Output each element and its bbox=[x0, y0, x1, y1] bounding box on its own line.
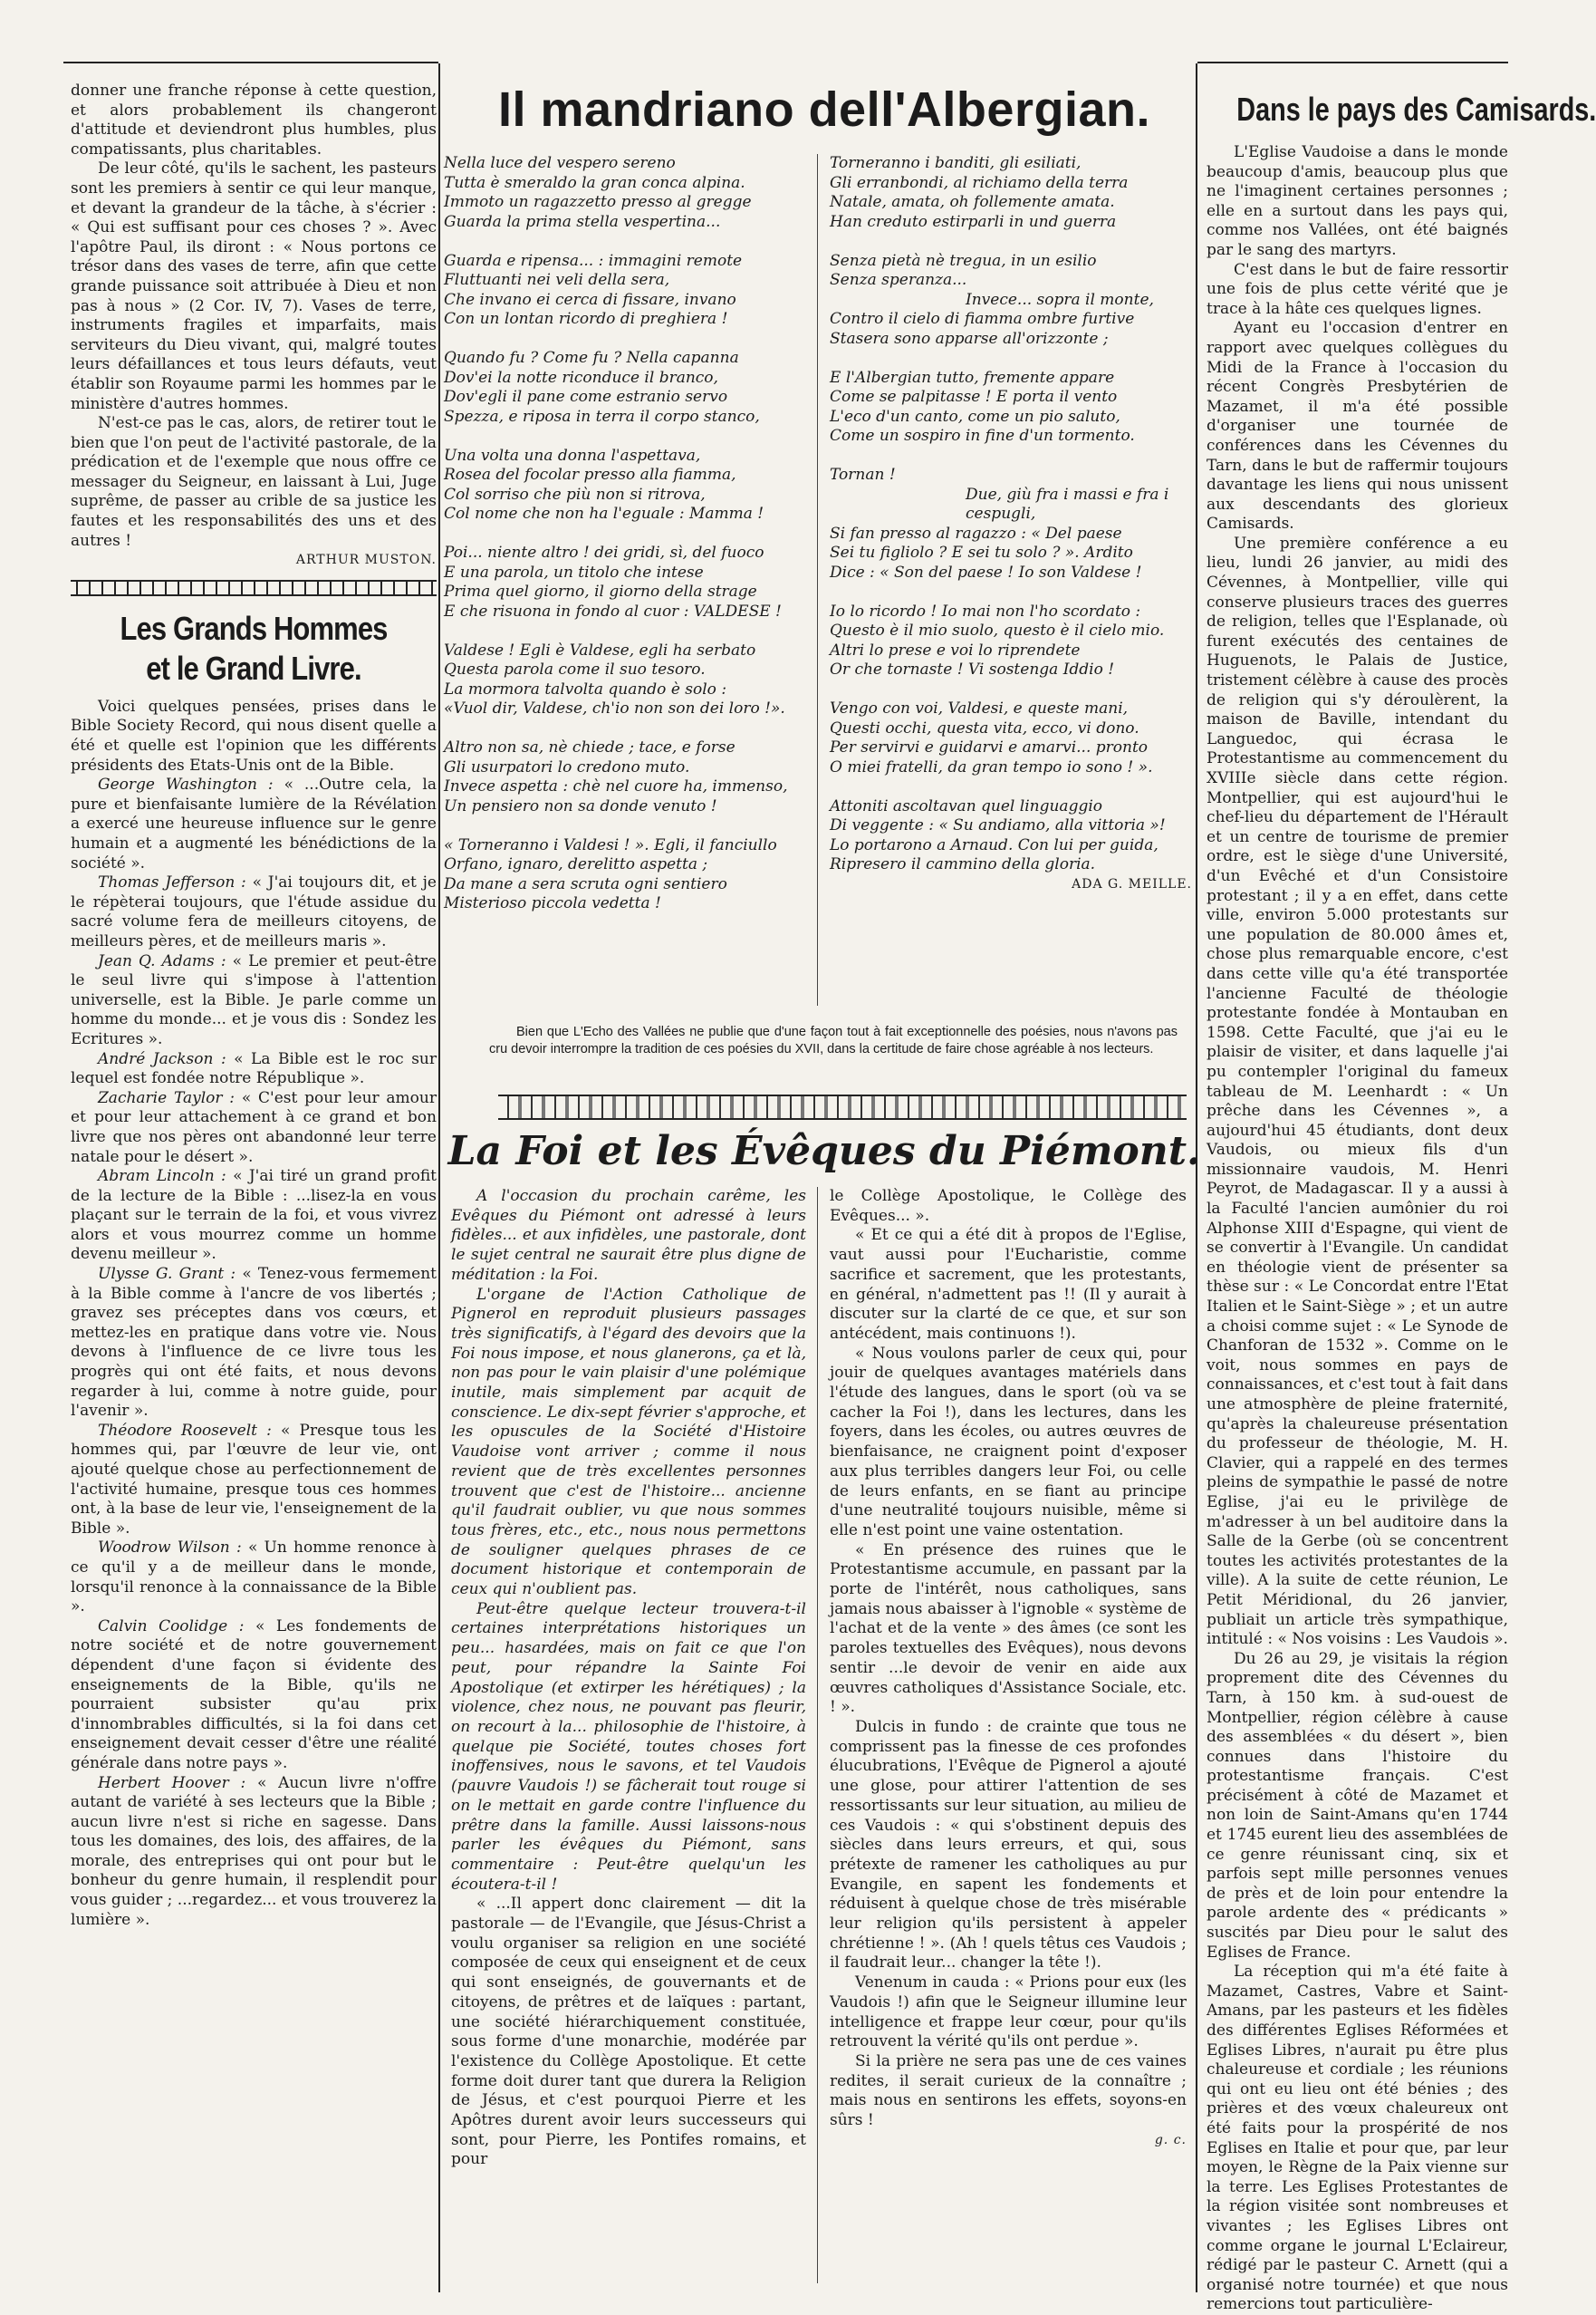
verse-line: E l'Albergian tutto, fremente appare bbox=[830, 368, 1115, 387]
editor-note-text: Bien que L'Echo des Vallées ne publie que d'une façon tout à fait exceptionnelle des poésies, nous n'avons pas cru devoir interrompre la tradition de ces poésies du XVII, dans la certitude de faire chose agréable à nos lecteurs. bbox=[489, 1025, 1178, 1056]
stanza-gap bbox=[830, 680, 1192, 700]
verse-line: Stasera sono apparse all'orizzonte ; bbox=[830, 329, 1109, 348]
verse-line: Gli usurpatori lo credono muto. bbox=[444, 757, 690, 776]
verse-line: Gli erranbondi, al richiamo della terra bbox=[830, 173, 1129, 192]
quote-text: « C'est pour leur amour et pour leur attachement à ce grand et bon livre que nos pères ont abandonné leur terre natale pour le désert ». bbox=[71, 1088, 437, 1166]
article-title-camisards: Dans le pays des Camisards. bbox=[1236, 91, 1596, 128]
verse-line: Vengo con voi, Valdesi, e queste mani, bbox=[830, 699, 1129, 718]
quote-text: « Tenez-vous fermement à la Bible comme à l'ancre de vos libertés ; gravez ses préceptes dans vos cœurs, et mettez-les en pratique dans votre vie. Nous devons à l'influence de ce livre tous les progrès qui ont été faits, et nous devons regarder à lui, comme à notre guide, pour l'avenir ». bbox=[71, 1265, 437, 1421]
verse-line: Spezza, e riposa in terra il corpo stanco, bbox=[444, 407, 760, 426]
president-quote bbox=[71, 776, 437, 873]
verse-line: Col nome che non ha l'eguale : Mamma ! bbox=[444, 505, 764, 523]
president-quote bbox=[71, 1089, 437, 1167]
poem-column-right bbox=[830, 154, 1192, 894]
intro-paragraph: Voici quelques pensées, prises dans le Bible Society Record, qui nous disent quelle a été et quelle est l'opinion que les différents présidents des Etats-Unis ont de la Bible. bbox=[71, 697, 437, 775]
verse-line: Valdese ! Egli è Valdese, egli ha serbato bbox=[444, 641, 756, 660]
foi-signature: g. c. bbox=[1154, 2132, 1187, 2147]
verse-line: Di veggente : « Su andiamo, alla vittoria »! bbox=[830, 816, 1166, 834]
verse-line: Misterioso piccola vedetta ! bbox=[444, 894, 661, 912]
foi-paragraph: le Collège Apostolique, le Collège des Evêques... ». bbox=[830, 1187, 1187, 1225]
president-name: Herbert Hoover : bbox=[98, 1773, 246, 1792]
stanza-gap bbox=[444, 719, 806, 739]
president-quote bbox=[71, 873, 437, 951]
president-quote bbox=[71, 952, 437, 1050]
quote-text: « ...Outre cela, la pure et bienfaisante lumière de la Révélation a exercé une heureuse influence sur le genre humain et a augmenté les bénédictions de la société ». bbox=[71, 776, 437, 873]
verse-line: Senza speranza... bbox=[830, 271, 967, 289]
foi-paragraph: « Nous voulons parler de ceux qui, pour jouir de quelques avantages matériels dans l'étude des langues, dans le sport (où va se cacher la Foi !), dans les lectures, dans les foyers, dans les écoles, ou autres œuvres de bienfaisance, ne craignent point d'exposer aux plus terribles dangers leur Foi, ou celle de leurs enfants, en se fiant au principe d'une neutralité toujours nuisible, même si elle n'est point une vaine ostentation. bbox=[830, 1344, 1187, 1539]
decorative-frieze bbox=[498, 1095, 1187, 1120]
president-quote bbox=[71, 1617, 437, 1774]
president-quote bbox=[71, 1774, 437, 1931]
verse-line: O miei fratelli, da gran tempo io sono ! ». bbox=[830, 757, 1153, 776]
president-quote bbox=[71, 1265, 437, 1422]
column-rule bbox=[817, 1187, 818, 2283]
camisards-paragraph: La réception qui m'a été faite à Mazamet, Castres, Vabre et Saint-Amans, par les pasteurs et les fidèles des différentes Eglises Réformées et Eglises Libres, n'aurait pu être plus chaleureuse et cordiale ; les réunions qui ont eu lieu ont été bénies ; des prières et des vœux chaleureux ont été faits pour la prospérité de nos Eglises en Italie et pour que, par leur moyen, le Règne de la Paix vienne sur la terre. Les Eglises Protestantes de la région visitée sont nombreuses et vivantes ; les Eglises Libres ont comme organe le journal L'Eclaireur, rédigé par le pasteur C. Arnett (qui a organisé notre tournée) et que nous remercions tout particulière- bbox=[1207, 1963, 1508, 2314]
newspaper-page bbox=[63, 54, 1596, 2314]
poem-column-left bbox=[444, 154, 806, 914]
verse-line: Si fan presso al ragazzo : « Del paese bbox=[830, 524, 1122, 543]
president-name: Théodore Roosevelt : bbox=[98, 1421, 272, 1440]
verse-line: Sei tu figliolo ? E sei tu solo ? ». Ardito bbox=[830, 544, 1133, 562]
president-quote bbox=[71, 1050, 437, 1089]
verse-line: Un pensiero non sa donde venuto ! bbox=[444, 796, 717, 815]
foi-paragraph: « En présence des ruines que le Protestantisme accumule, en passant par la porte de l'intérêt, nous catholiques, sans jamais nous abaisser à l'ignoble « système de l'achat et de la vente » des âmes (ce sont les paroles textuelles des Evêques), nous devons sentir ...le devoir de venir en aide aux œuvres catholiques d'Assistance Sociale, etc. ! ». bbox=[830, 1540, 1187, 1717]
quote-text: « J'ai toujours dit, et je le répèterai toujours, que l'étude assidue du sacré volume fera de meilleurs citoyens, de meilleurs pères, et de meilleurs maris ». bbox=[71, 873, 437, 950]
president-name: Thomas Jefferson : bbox=[98, 873, 246, 892]
president-name: Ulysse G. Grant : bbox=[98, 1265, 236, 1284]
stanza-gap bbox=[830, 349, 1192, 369]
quote-text: « Aucun livre n'offre autant de variété à ses lecteurs que la Bible ; aucun livre n'est si riche en sagesse. Dans tous les domaines, des lois, des affaires, de la morale, des entreprises qui ont pour but le bonheur du genre humain, il resplendit pour vous guider ; ...regardez... et vous trouverez la lumière ». bbox=[71, 1773, 437, 1929]
president-name: Woodrow Wilson : bbox=[98, 1539, 242, 1558]
verse-line: La mormora talvolta quando è solo : bbox=[444, 680, 727, 699]
president-name: Zacharie Taylor : bbox=[98, 1088, 236, 1107]
article-title-foi: La Foi et les Évêques du Piémont. bbox=[447, 1128, 1201, 1174]
verse-line: Dov'egli il pane come estranio servo bbox=[444, 388, 728, 406]
foi-paragraph: Venenum in cauda : « Prions pour eux (les Vaudois !) afin que le Seigneur illumine leur intelligence et frappe leur cœur, pour qu'ils retrouvent la vérité qu'ils ont perdue ». bbox=[830, 1973, 1187, 2051]
foi-paragraph: Dulcis in fundo : de crainte que tous ne comprissent pas la finesse de ces profondes élucubrations, l'Evêque de Pignerol a ajouté une glose, pour attirer l'attention de ses ressortissants sur leur situation, au milieu de ces Vaudois : « qui s'obstinent depuis des siècles dans leurs erreurs, et qui, sous prétexte de ramener les catholiques au pur Evangile, en sapent les fondements et réduisent à quelque chose de très misérable leur religion qu'ils persistent à appeler chrétienne ! ». (Ah ! quels têtus ces Vaudois ; il faudrait leur... changer la tête !). bbox=[830, 1717, 1187, 1973]
verse-line: Ripresero il cammino della gloria. bbox=[830, 855, 1096, 873]
stanza-gap bbox=[444, 232, 806, 252]
camisards-paragraph: Une première conférence a eu lieu, lundi 26 janvier, au midi des Cévennes, à Montpellier, ville qui conserve plusieurs traces des guerres de religion, telles que l'Esplanade, où furent exécutés des centaines de Huguenots, le Palais de Justice, tristement célèbre à cause des procès de religion qui s'y déroulèrent, la maison de Baville, intendant du Languedoc, qui écrasa le Protestantisme au commencement du XVIIIe siècle dans cette région. Montpellier, qui est aujourd'hui le chef-lieu du département de l'Hérault et un centre de tourisme de premier ordre, est le siège d'une Université, d'un Evêché et d'un Consistoire protestant ; il y a en effet, dans cette ville, environ 5.000 protestants sur une population de 80.000 âmes et, chose plus remarquable encore, c'est dans cette ville qu'a été transportée l'ancienne Faculté de théologie protestante fondée à Montauban en 1598. Cette Faculté, que j'ai eu le plaisir de visiter, et dans laquelle j'ai pu contempler l'original du fameux tableau de M. Leenhardt : « Un prêche dans les Cévennes », a aujourd'hui 45 étudiants, dont deux Vaudois, ou mieux fils d'un missionnaire vaudois, M. Henri Peyrot, de Madagascar. Il y a aussi à la Faculté l'ancien aumônier du roi Alphonse XIII d'Espagne, qui vient de se convertir à l'Evangile. Un candidat en théologie vient de présenter sa thèse sur : « Le Concordat entre l'Etat Italien et le Saint-Siège » ; et un autre a choisi comme sujet : « Le Synode de Chanforan de 1532 ». Comme on le voit, nous sommes en pays de connaissances, et c'est tout à fait dans une atmosphère de pleine fraternité, qu'après la chaleureuse présentation du professeur de théologie, M. H. Clavier, qui a rappelé en des termes pleins de sympathie le passé de notre Eglise, j'ai eu le privilège de m'adresser à un bel auditoire dans la Salle de la Gerbe (où se concentrent toutes les activités protestantes de la ville). A la suite de cette réunion, Le Petit Méridional, du 26 janvier, publiait un article très sympathique, intitulé : « Nos voisins : Les Vaudois ». bbox=[1207, 534, 1508, 1649]
verse-line: Natale, amata, oh follemente amata. bbox=[830, 193, 1115, 211]
verse-line: Invece aspetta : chè nel cuore ha, immenso, bbox=[444, 777, 788, 796]
stanza-gap bbox=[444, 816, 806, 836]
verse-line: Guarda e ripensa... : immagini remote bbox=[444, 251, 743, 270]
top-rule bbox=[63, 62, 438, 63]
verse-line: Come un sospiro in fine d'un tormento. bbox=[830, 427, 1135, 445]
column-left bbox=[71, 82, 437, 2292]
camisards-paragraph: Ayant eu l'occasion d'entrer en rapport avec quelques collègues du Midi de la France à l'occasion du récent Congrès Presbytérien de Mazamet, il m'a été possible d'organiser une tournée de conférences dans les Cévennes du Tarn, dans le but de raffermir toujours davantage les liens qui nous unissent aux descendants des glorieux Camisards. bbox=[1207, 319, 1508, 534]
verse-line: Da mane a sera scruta ogni sentiero bbox=[444, 874, 727, 893]
quote-list bbox=[71, 776, 437, 1930]
verse-line: Prima quel giorno, il giorno della strage bbox=[444, 583, 757, 601]
verse-line: Questi occhi, questa vita, ecco, vi dono. bbox=[830, 719, 1139, 738]
verse-line: Attoniti ascoltavan quel linguaggio bbox=[830, 796, 1103, 815]
stanza-gap bbox=[830, 583, 1192, 603]
camisards-paragraph: Du 26 au 29, je visitais la région proprement dite des Cévennes du Tarn, à 150 km. à sud-ouest de Montpellier, région célèbre à cause des assemblées « du désert », bien connues dans l'histoire du protestantisme français. C'est précisément à côté de Mazamet et non loin de Saint-Amans qu'en 1744 et 1745 eurent lieu des assemblées de ce genre réunissant cinq, six et parfois sept mille personnes venues de près et de loin pour entendre la parole ardente des « prédicants » suscités par Dieu pour le salut des Eglises de France. bbox=[1207, 1649, 1508, 1962]
foi-paragraph: « ...Il appert donc clairement — dit la pastorale — de l'Evangile, que Jésus-Christ a voulu organiser sa religion en une société composée de ceux qui enseignent et de ceux qui sont enseignés, de gouvernants et de citoyens, de prêtres et de laïques : partant, une société hiérarchiquement constituée, sous forme d'une monarchie, modérée par l'existence du Collège Apostolique. Et cette forme doit durer tant que durera la Religion de Jésus, et c'est pourquoi Pierre et les Apôtres durent avoir leurs successeurs qui sont, pour Pierre, les Pontifes romains, et pour bbox=[451, 1895, 806, 2169]
quote-text: « La Bible est le roc sur lequel est fondée notre République ». bbox=[71, 1049, 437, 1088]
camisards-paragraph: L'Eglise Vaudoise a dans le monde beaucoup d'amis, beaucoup plus que ne l'imaginent certaines personnes ; elle en a surtout dans les pays qui, comme nos Vallées, ont été baignés par le sang des martyrs. bbox=[1207, 143, 1508, 259]
verse-line: Dice : « Son del paese ! Io son Valdese ! bbox=[830, 563, 1142, 582]
foi-paragraph: L'organe de l'Action Catholique de Pignerol en reproduit plusieurs passages très significatifs, à l'égard des devoirs que la Foi nous impose, et nous glanerons, ça et là, non pas pour le vain plaisir d'une polémique inutile, mais simplement par acquit de conscience. Le dix-sept février s'approche, et les opuscules de la Société d'Histoire Vaudoise vont arriver ; comme il nous revient que de très excellentes personnes trouvent que c'est de l'histoire... ancienne qu'il faudrait oublier, vu que nous sommes tous frères, etc., etc., nous nous permettons de souligner quelques phrases de ce document historique et contemporain de ceux qui n'oublient pas. bbox=[451, 1285, 806, 1599]
stanza-gap bbox=[830, 777, 1192, 797]
verse-line: Io lo ricordo ! Io mai non l'ho scordato : bbox=[830, 602, 1141, 621]
president-name: George Washington : bbox=[98, 776, 274, 795]
verse-line: L'eco d'un canto, come un pio saluto, bbox=[830, 407, 1120, 426]
quote-text: « Le premier et peut-être le seul livre qui s'impose à l'attention universelle, est la Bible. Je parle comme un homme du monde... et je vous dis : Sondez les Ecritures ». bbox=[71, 951, 437, 1048]
verse-line: E che risuona in fondo al cuor : VALDESE ! bbox=[444, 602, 782, 621]
column-rule bbox=[817, 154, 818, 1006]
verse-line: Guarda la prima stella vespertina... bbox=[444, 212, 721, 231]
president-name: Calvin Coolidge : bbox=[98, 1616, 245, 1635]
separator-ornament bbox=[71, 580, 437, 596]
stanza-gap bbox=[444, 622, 806, 641]
verse-line: Quando fu ? Come fu ? Nella capanna bbox=[444, 349, 739, 367]
top-rule bbox=[1197, 62, 1508, 63]
president-name: André Jackson : bbox=[98, 1049, 226, 1068]
president-name: Abram Lincoln : bbox=[98, 1167, 226, 1186]
stanza-gap bbox=[444, 330, 806, 350]
poem-title: Il mandriano dell'Albergian. bbox=[498, 82, 1150, 137]
article-signature: ARTHUR MUSTON. bbox=[295, 553, 437, 568]
stanza-gap bbox=[444, 525, 806, 545]
verse-line: Tutta è smeraldo la gran conca alpina. bbox=[444, 173, 745, 192]
verse-line: Nella luce del vespero sereno bbox=[444, 154, 676, 172]
camisards-paragraph: C'est dans le but de faire ressortir une fois de plus cette vérité que je trace à la hâte ces quelques lignes. bbox=[1207, 260, 1508, 318]
verse-line: Torneranno i banditi, gli esiliati, bbox=[830, 154, 1082, 172]
foi-paragraph: A l'occasion du prochain carême, les Evêques du Piémont ont adressé à leurs fidèles... et aux infidèles, une pastorale, dont le sujet central ne saurait être plus digne de méditation : la Foi. bbox=[451, 1187, 806, 1284]
verse-line: Due, giù fra i massi e fra i cespugli, bbox=[966, 485, 1169, 523]
verse-line: Altri lo prese e voi lo riprendete bbox=[830, 641, 1081, 660]
foi-paragraph: « Et ce qui a été dit à propos de l'Eglise, vaut aussi pour l'Eucharistie, comme sacrifice et sacrement, que les protestants, en général, n'admettent pas !! (Il y aurait à discuter sur la clarté de ce que, et sur son antécédent, mais continuons !). bbox=[830, 1226, 1187, 1343]
foi-column-2 bbox=[830, 1187, 1187, 2150]
verse-line: Han creduto estirparli in und guerra bbox=[830, 212, 1117, 231]
article-title bbox=[96, 609, 410, 689]
quote-text: « Les fondements de notre société et de notre gouvernement dépendent d'une façon si évidente des enseignements de la Bible, qu'ils ne pourraient subsister qu'au prix d'innombrables difficultés, si la foi dans cet enseignement devait cesser d'être une réalité générale dans notre pays ». bbox=[71, 1616, 437, 1772]
verse-line: Per servirvi e guidarvi e amarvi... pronto bbox=[830, 738, 1149, 757]
column-rule bbox=[1196, 63, 1197, 2292]
verse-line: Or che tornaste ! Vi sostenga Iddio ! bbox=[830, 661, 1115, 679]
verse-line: Con un lontan ricordo di preghiera ! bbox=[444, 310, 728, 328]
article-tail-paragraph: N'est-ce pas le cas, alors, de retirer tout le bien que l'on peut de l'activité pastorale, de la prédication et de l'exemple que nous offre ce messager du Seigneur, en laissant à Lui, Juge suprême, de passer au crible de sa justice les fautes et les responsabilités des uns et des autres ! bbox=[71, 414, 437, 550]
verse-line: Lo portarono a Arnaud. Con lui per guida, bbox=[830, 835, 1159, 854]
verse-line: Fluttuanti nei veli della sera, bbox=[444, 271, 670, 289]
camisards-body bbox=[1207, 143, 1508, 2315]
verse-line: Dov'ei la notte riconduce il branco, bbox=[444, 368, 718, 387]
article-tail-paragraph: De leur côté, qu'ils le sachent, les pasteurs sont les premiers à sentir ce qui leur manque, et devant la grandeur de la tâche, à s'écrier : « Qui est suffisant pour ces choses ? ». Avec l'apôtre Paul, ils diront : « Nous portons ce trésor dans des vases de terre, afin que cette grande puissance soit attribuée à Dieu et non pas à nous » (2 Cor. IV, 7). Vases de terre, instruments fragiles et imparfaits, mais serviteurs du Dieu vivant, qui, malgré toutes leurs défaillances et tous leurs défauts, veut établir son Royaume parmi les hommes par le ministère d'autres hommes. bbox=[71, 159, 437, 413]
quote-text: « J'ai tiré un grand profit de la lecture de la Bible : ...lisez-la en vous plaçant sur le terrain de la foi, et vous vivrez alors et vous mourrez comme un homme devenu meilleur ». bbox=[71, 1167, 437, 1264]
foi-paragraph: Si la prière ne sera pas une de ces vaines redites, il serait curieux de la connaître ; mais nous en sentirons les effets, soyons-en sûrs ! bbox=[830, 2051, 1187, 2130]
foi-paragraph: Peut-être quelque lecteur trouvera-t-il certaines interprétations historiques un peu... hasardées, mais on fait ce que l'on peut, pour répandre la Sainte Foi Apostolique (et extirper les hérétiques) ; la violence, chez nous, ne pouvant pas fleurir, on recourt à la... philosophie de l'histoire, à quelque pie Société, toutes choses fort inoffensives, nous le savons, et tel Vaudois (pauvre Vaudois !) se fâcherait tout rouge si on le mettait en garde contre l'influence du prêtre dans la famille. Aussi laissons-nous parler les évêques du Piémont, sans commentaire : Peut-être quelqu'un les écoutera-t-il ! bbox=[451, 1599, 806, 1894]
verse-line: Rosea del focolar presso alla fiamma, bbox=[444, 466, 736, 484]
editor-note bbox=[489, 1024, 1178, 1058]
foi-column-1 bbox=[451, 1187, 806, 2170]
stanza-gap bbox=[444, 427, 806, 447]
verse-line: Col sorriso che più non si ritrova, bbox=[444, 485, 706, 504]
verse-line: Senza pietà nè tregua, in un esilio bbox=[830, 251, 1097, 270]
title-line: Les Grands Hommes bbox=[120, 609, 388, 647]
verse-line: Contro il cielo di fiamma ombre furtive bbox=[830, 310, 1135, 328]
column-rule bbox=[438, 63, 440, 2292]
verse-line: Orfano, ignaro, derelitto aspetta ; bbox=[444, 855, 708, 873]
verse-line: Questa parola come il suo tesoro. bbox=[444, 661, 706, 679]
verse-line: Altro non sa, nè chiede ; tace, e forse bbox=[444, 738, 736, 757]
verse-line: Invece... sopra il monte, bbox=[966, 290, 1154, 309]
president-quote bbox=[71, 1422, 437, 1539]
verse-line: Questo è il mio suolo, questo è il cielo mio. bbox=[830, 622, 1165, 640]
title-line: et le Grand Livre. bbox=[146, 649, 361, 687]
verse-line: Tornan ! bbox=[830, 466, 896, 484]
article-tail-paragraph: donner une franche réponse à cette question, et alors probablement ils changeront d'attitude et deviendront plus humbles, plus compatissants, plus charitables. bbox=[71, 82, 437, 159]
verse-line: « Torneranno i Valdesi ! ». Egli, il fanciullo bbox=[444, 835, 777, 854]
verse-line: «Vuol dir, Valdese, ch'io non son dei loro !». bbox=[444, 699, 785, 718]
column-right bbox=[1207, 82, 1596, 2314]
president-quote bbox=[71, 1167, 437, 1265]
verse-line: Come se palpitasse ! E porta il vento bbox=[830, 388, 1118, 406]
quote-text: « Presque tous les hommes qui, par l'œuvre de leur vie, ont ajouté quelque chose au perfectionnement de l'activité humaine, presque tous ces hommes ont, à la base de leur vie, l'enseignement de la Bible ». bbox=[71, 1421, 437, 1538]
verse-line: Una volta una donna l'aspettava, bbox=[444, 446, 701, 465]
stanza-gap bbox=[830, 447, 1192, 467]
verse-line: E una parola, un titolo che intese bbox=[444, 563, 704, 582]
stanza-gap bbox=[830, 232, 1192, 252]
poem-author: ADA G. MEILLE. bbox=[1072, 876, 1192, 892]
president-name: Jean Q. Adams : bbox=[98, 951, 226, 970]
president-quote bbox=[71, 1539, 437, 1616]
verse-line: Immoto un ragazzetto presso al gregge bbox=[444, 193, 752, 211]
quote-text: « Un homme renonce à ce qu'il y a de meilleur dans le monde, lorsqu'il renonce à la connaissance de la Bible ». bbox=[71, 1539, 437, 1616]
verse-line: Che invano ei cerca di fissare, invano bbox=[444, 290, 736, 309]
verse-line: Poi... niente altro ! dei gridi, sì, del fuoco bbox=[444, 544, 764, 562]
